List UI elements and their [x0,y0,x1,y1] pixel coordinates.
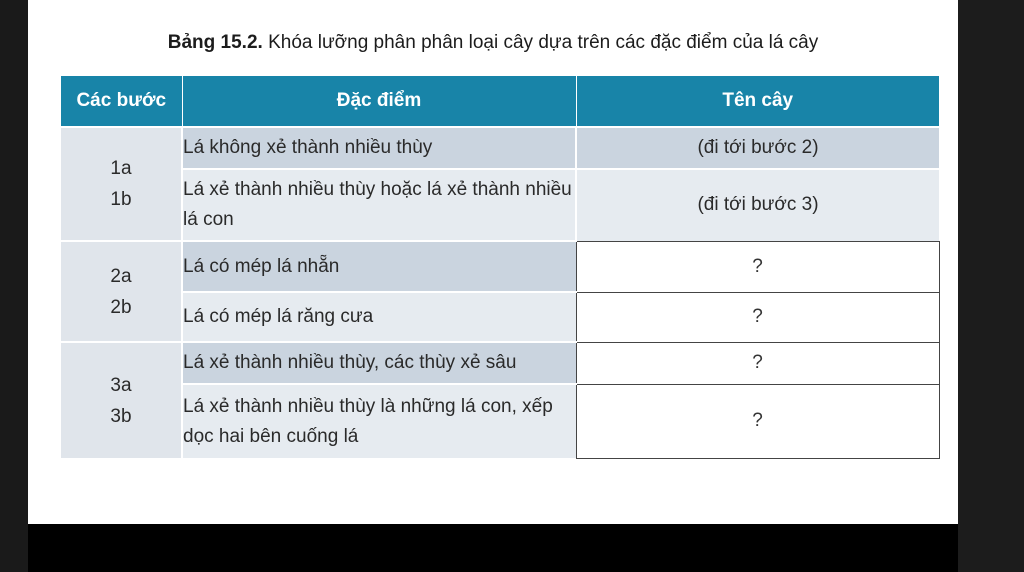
feature-cell: Lá xẻ thành nhiều thùy, các thùy xẻ sâu [182,342,576,384]
header-features: Đặc điểm [182,76,576,127]
caption-text: Khóa lưỡng phân phân loại cây dựa trên các đặc điểm của lá cây [262,32,819,53]
slide-page [28,0,958,524]
table-row [61,241,939,292]
plant-name-cell: ? [576,241,939,292]
feature-cell: Lá có mép lá răng cưa [182,292,576,342]
step-cell-1 [61,127,182,241]
step-cell-3 [61,342,182,458]
caption-label: Bảng 15.2. [167,32,263,53]
plant-name-cell: ? [576,292,939,342]
step-label-1a: 1a [110,158,132,179]
table-row [61,384,939,458]
header-steps: Các bước [61,76,182,127]
feature-cell: Lá có mép lá nhẵn [182,241,576,292]
step-label-2a: 2a [110,265,132,287]
plant-name-cell: ? [576,342,939,384]
table-row [61,292,939,342]
bottom-black-bar [28,524,958,572]
step-label-3a: 3a [110,374,132,396]
left-screen-border [0,0,28,572]
header-plant-name: Tên cây [576,76,939,127]
right-screen-border [958,0,1024,572]
feature-cell: Lá xẻ thành nhiều thùy hoặc lá xẻ thành nhiều lá con [182,169,576,241]
table-caption [28,32,958,54]
plant-name-cell: ? [576,384,939,458]
step-label-1b: 1b [110,189,132,210]
step-cell-2 [61,241,182,342]
feature-cell: Lá không xẻ thành nhiều thùy [182,127,576,169]
plant-name-cell: (đi tới bước 3) [576,169,939,241]
feature-cell: Lá xẻ thành nhiều thùy là những lá con, xếp dọc hai bên cuống lá [182,384,576,458]
plant-name-cell: (đi tới bước 2) [576,127,939,169]
table-row [61,169,939,241]
table-row [61,127,939,169]
table-row [61,342,939,384]
step-label-3b: 3b [110,405,132,427]
header-row [61,76,939,127]
dichotomous-key-table [61,76,940,459]
step-label-2b: 2b [110,296,132,318]
